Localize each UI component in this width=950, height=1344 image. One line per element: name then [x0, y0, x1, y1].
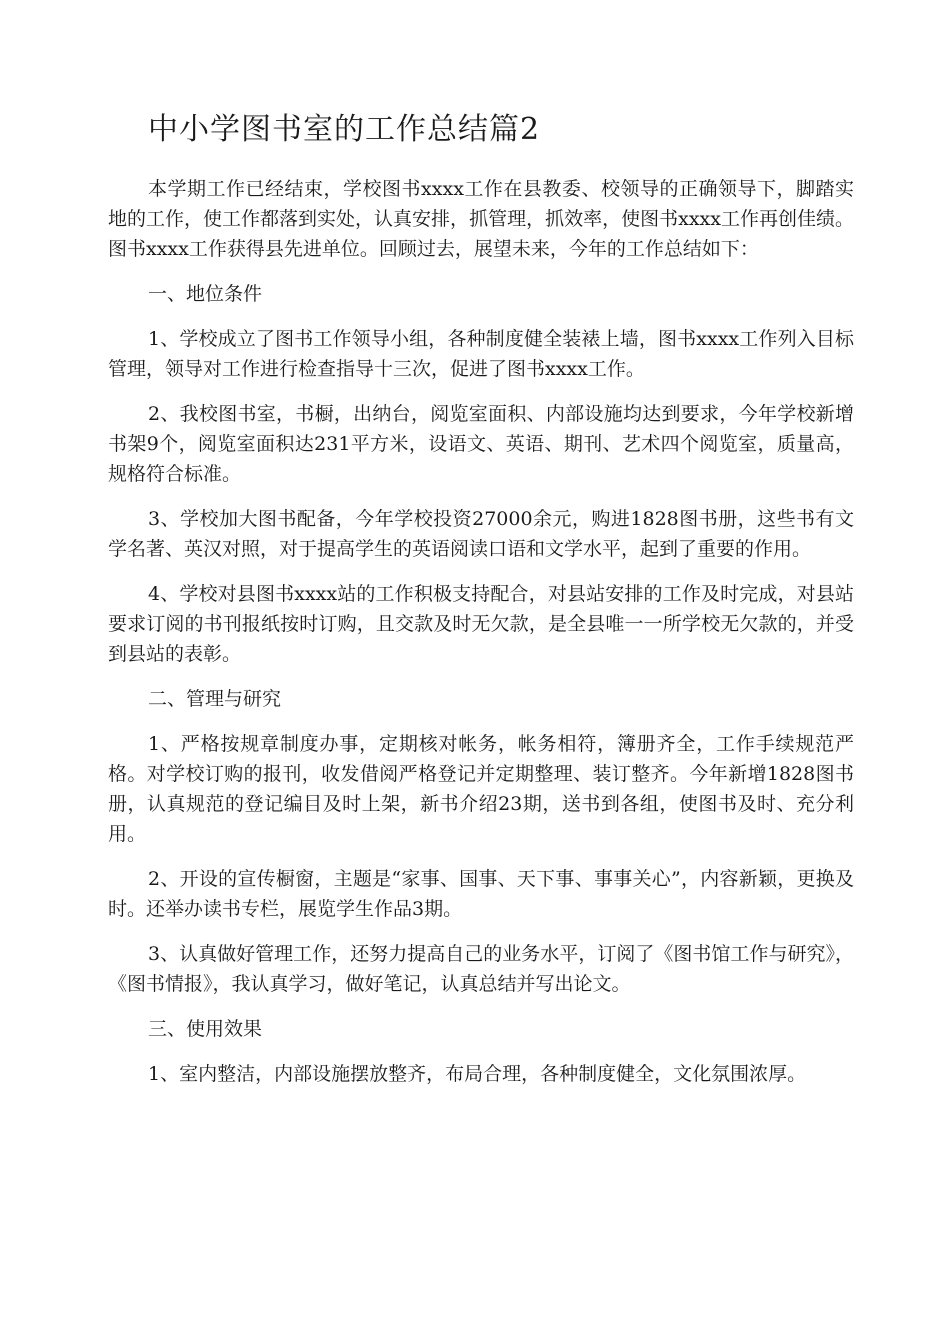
paragraph: 2、开设的宣传橱窗，主题是“家事、国事、天下事、事事关心”，内容新颖，更换及时。还举办读书专栏，展览学生作品3期。: [108, 868, 854, 920]
paragraph: 1、室内整洁，内部设施摆放整齐，布局合理，各种制度健全，文化氛围浓厚。: [148, 1063, 807, 1085]
paragraph: 2、我校图书室，书橱，出纳台，阅览室面积、内部设施均达到要求，今年学校新增书架9个，阅览室面积达231平方米，设语文、英语、期刊、艺术四个阅览室，质量高，规格符合标准。: [108, 403, 854, 485]
paragraph: 3、认真做好管理工作，还努力提高自己的业务水平，订阅了《图书馆工作与研究》，《图书情报》，我认真学习，做好笔记，认真总结并写出论文。: [108, 943, 854, 995]
paragraph: 3、学校加大图书配备，今年学校投资27000余元，购进1828图书册，这些书有文学名著、英汉对照，对于提高学生的英语阅读口语和文学水平，起到了重要的作用。: [108, 508, 854, 560]
document-body: [108, 174, 854, 1104]
paragraph: 4、学校对县图书xxxx站的工作积极支持配合，对县站安排的工作及时完成，对县站要求订阅的书刊报纸按时订购，且交款及时无欠款，是全县唯一一所学校无欠款的，并受到县站的表彰。: [108, 583, 854, 665]
document-title: 中小学图书室的工作总结篇2: [148, 112, 541, 147]
intro-paragraph: 本学期工作已经结束，学校图书xxxx工作在县教委、校领导的正确领导下，脚踏实地的工作，使工作都落到实处，认真安排，抓管理，抓效率，使图书xxxx工作再创佳绩。图书xxxx工作获得县先进单位。回顾过去，展望未来，今年的工作总结如下：: [108, 178, 854, 260]
section-heading-effect: 三、使用效果: [148, 1018, 263, 1040]
section-heading-position: 一、地位条件: [148, 283, 263, 305]
paragraph: 1、学校成立了图书工作领导小组，各种制度健全装裱上墙，图书xxxx工作列入目标管理，领导对工作进行检查指导十三次，促进了图书xxxx工作。: [108, 328, 854, 380]
paragraph: 1、严格按规章制度办事，定期核对帐务，帐务相符，簿册齐全，工作手续规范严格。对学校订购的报刊，收发借阅严格登记并定期整理、装订整齐。今年新增1828图书册，认真规范的登记编目及时上架，新书介绍23期，送书到各组，使图书及时、充分利用。: [108, 733, 854, 845]
section-heading-management: 二、管理与研究: [148, 688, 282, 710]
